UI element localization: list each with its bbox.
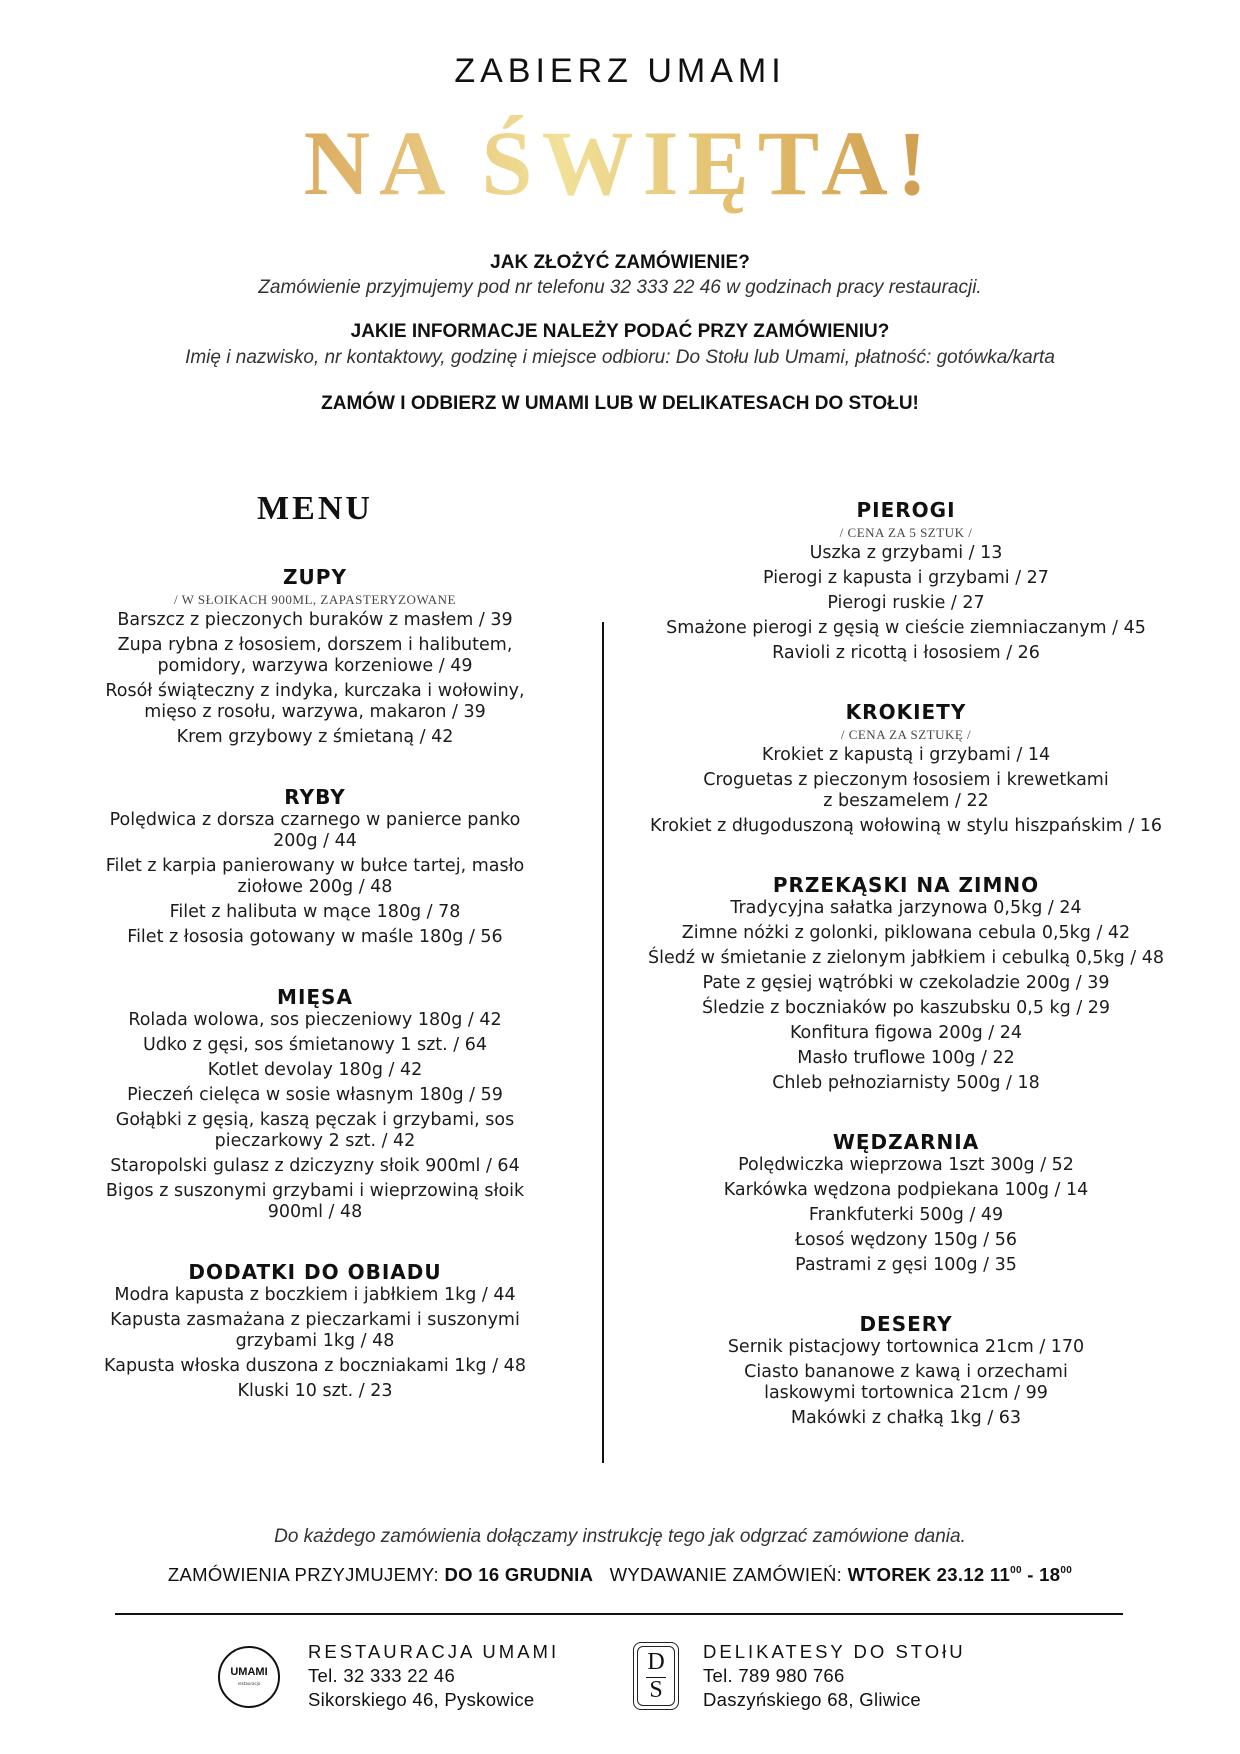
- section-title: RYBY: [284, 785, 346, 809]
- howto-q2: JAKIE INFORMACJE NALEŻY PODAĆ PRZY ZAMÓWIENIU?: [350, 321, 890, 342]
- do-stolu-logo-s: S: [649, 1677, 663, 1703]
- section-title: ZUPY: [283, 565, 347, 589]
- howto-cta-row: [0, 393, 1240, 415]
- pickup-label: WYDAWANIE ZAMÓWIEŃ:: [609, 1564, 843, 1585]
- menu-item: Kotlet devolay 180g / 42: [207, 1060, 423, 1080]
- menu-section: [55, 564, 575, 748]
- menu-left-column: [55, 564, 575, 1406]
- menu-item: Barszcz z pieczonych buraków z masłem / 39: [117, 610, 513, 630]
- howto-q1: JAK ZŁOŻYĆ ZAMÓWIENIE?: [490, 252, 750, 273]
- howto-answer-2-row: [0, 347, 1240, 369]
- menu-item: Ravioli z ricottą i łososiem / 26: [772, 643, 1040, 663]
- menu-item: Makówki z chałką 1kg / 63: [790, 1408, 1022, 1428]
- section-title: WĘDZARNIA: [832, 1130, 980, 1154]
- pickup-date: WTOREK 23.12 11: [847, 1564, 1011, 1585]
- venue-do-stolu-address: Daszyńskiego 68, Gliwice: [703, 1689, 921, 1710]
- menu-section: [646, 1129, 1166, 1276]
- menu-item: Karkówka wędzona podpiekana 100g / 14: [723, 1180, 1089, 1200]
- menu-section: [646, 1311, 1166, 1429]
- column-divider: [602, 622, 604, 1463]
- menu-item: Krokiet z długoduszoną wołowiną w stylu hiszpańskim / 16: [649, 816, 1163, 836]
- menu-item: Filet z łososia gotowany w maśle 180g / 56: [127, 927, 503, 947]
- menu-section: [646, 699, 1166, 837]
- menu-title: MENU: [257, 490, 373, 527]
- pickup-separator: - 18: [1021, 1564, 1061, 1585]
- section-title: KROKIETY: [845, 700, 967, 724]
- menu-item: Masło truflowe 100g / 22: [797, 1048, 1015, 1068]
- menu-item: Konfitura figowa 200g / 24: [789, 1023, 1023, 1043]
- pickup-value: [848, 1564, 1073, 1585]
- orders-value: DO 16 GRUDNIA: [444, 1564, 594, 1585]
- umami-logo: [218, 1646, 280, 1708]
- section-title: DESERY: [859, 1312, 953, 1336]
- menu-item: Kapusta włoska duszona z boczniakami 1kg / 48: [104, 1356, 526, 1376]
- section-title: DODATKI DO OBIADU: [188, 1260, 442, 1284]
- howto-a1: Zamówienie przyjmujemy pod nr telefonu 32 333 22 46 w godzinach pracy restauracji.: [258, 277, 982, 298]
- howto-a2: Imię i nazwisko, nr kontaktowy, godzinę i miejsce odbioru: Do Stołu lub Umami, płatność: gotówka/karta: [185, 347, 1055, 368]
- venue-umami-phone: Tel. 32 333 22 46: [308, 1665, 456, 1686]
- menu-item: Rolada wolowa, sos pieczeniowy 180g / 42: [128, 1010, 502, 1030]
- menu-item: Sernik pistacjowy tortownica 21cm / 170: [727, 1337, 1085, 1357]
- menu-section: [55, 1259, 575, 1402]
- howto-question-2: [0, 321, 1240, 343]
- menu-item: Pieczeń cielęca w sosie własnym 180g / 59: [127, 1085, 503, 1105]
- menu-item: Pierogi z kapusta i grzybami / 27: [763, 568, 1049, 588]
- menu-item: Zupa rybna z łososiem, dorszem i halibutem, pomidory, warzywa korzeniowe / 49: [117, 635, 513, 676]
- pickup-to-minutes: 00: [1060, 1565, 1073, 1576]
- menu-item: Zimne nóżki z golonki, piklowana cebula 0,5kg / 42: [681, 923, 1131, 943]
- section-title: MIĘSA: [277, 985, 353, 1009]
- venue-umami: [308, 1640, 559, 1712]
- menu-section: [55, 984, 575, 1223]
- menu-item: Śledzie z boczniaków po kaszubsku 0,5 kg / 29: [701, 998, 1111, 1018]
- footer-dates: [0, 1564, 1240, 1586]
- menu-item: Krokiet z kapustą i grzybami / 14: [761, 745, 1051, 765]
- section-subtitle: / CENA ZA 5 SZTUK /: [839, 525, 973, 540]
- menu-section: [646, 497, 1166, 664]
- howto-answer-1-row: [0, 277, 1240, 299]
- menu-item: Udko z gęsi, sos śmietanowy 1 szt. / 64: [142, 1035, 488, 1055]
- venue-umami-address: Sikorskiego 46, Pyskowice: [308, 1689, 535, 1710]
- howto-question-1: [0, 252, 1240, 274]
- menu-item: Modra kapusta z boczkiem i jabłkiem 1kg / 44: [114, 1285, 516, 1305]
- venue-do-stolu-name: DELIKATESY DO STOłU: [703, 1641, 966, 1662]
- section-subtitle: / CENA ZA SZTUKĘ /: [840, 727, 972, 742]
- venue-umami-name: RESTAURACJA UMAMI: [308, 1641, 560, 1662]
- header-kicker: ZABIERZ UMAMI: [454, 52, 786, 90]
- menu-item: Polędwiczka wieprzowa 1szt 300g / 52: [738, 1155, 1074, 1175]
- menu-item: Croguetas z pieczonym łososiem i krewetkami z beszamelem / 22: [703, 770, 1109, 811]
- umami-logo-text: UMAMI: [230, 1666, 268, 1678]
- venue-do-stolu: [703, 1640, 966, 1712]
- menu-item: Rosół świąteczny z indyka, kurczaka i wołowiny, mięso z rosołu, warzywa, makaron / 39: [105, 681, 525, 722]
- umami-logo-subtext: restauracja: [237, 1681, 261, 1686]
- menu-item: Staropolski gulasz z dziczyzny słoik 900ml / 64: [110, 1156, 520, 1176]
- menu-item: Pastrami z gęsi 100g / 35: [795, 1255, 1017, 1275]
- menu-item: Łosoś wędzony 150g / 56: [795, 1230, 1017, 1250]
- menu-item: Ciasto bananowe z kawą i orzechami laskowymi tortownica 21cm / 99: [744, 1362, 1068, 1403]
- menu-item: Krem grzybowy z śmietaną / 42: [176, 727, 454, 747]
- menu-item: Filet z halibuta w mące 180g / 78: [169, 902, 461, 922]
- section-title: PIEROGI: [856, 498, 956, 522]
- header-title: NA ŚWIĘTA!: [0, 108, 1240, 218]
- footer-rule: [115, 1613, 1123, 1615]
- footer-note: Do każdego zamówienia dołączamy instrukcję tego jak odgrzać zamówione dania.: [274, 1526, 966, 1547]
- menu-right-column: [646, 497, 1166, 1433]
- menu-item: Polędwica z dorsza czarnego w panierce panko 200g / 44: [109, 810, 521, 851]
- menu-item: Śledź w śmietanie z zielonym jabłkiem i cebulką 0,5kg / 48: [647, 948, 1165, 968]
- do-stolu-logo: [633, 1642, 679, 1710]
- orders-label: ZAMÓWIENIA PRZYJMUJEMY:: [167, 1564, 439, 1585]
- howto-cta: ZAMÓW I ODBIERZ W UMAMI LUB W DELIKATESACH DO STOŁU!: [321, 393, 919, 414]
- menu-item: Frankfuterki 500g / 49: [808, 1205, 1004, 1225]
- pickup-from-minutes: 00: [1010, 1565, 1022, 1576]
- menu-item: Pierogi ruskie / 27: [827, 593, 985, 613]
- menu-item: Uszka z grzybami / 13: [809, 543, 1003, 563]
- menu-item: Chleb pełnoziarnisty 500g / 18: [772, 1073, 1040, 1093]
- venue-do-stolu-phone: Tel. 789 980 766: [703, 1665, 845, 1686]
- menu-section: [646, 872, 1166, 1094]
- menu-item: Bigos z suszonymi grzybami i wieprzowiną słoik 900ml / 48: [105, 1181, 525, 1222]
- section-title: PRZEKĄSKI NA ZIMNO: [772, 873, 1040, 897]
- section-subtitle: / W SŁOIKACH 900ML, ZAPASTERYZOWANE: [174, 592, 456, 607]
- menu-item: Gołąbki z gęsią, kaszą pęczak i grzybami, sos pieczarkowy 2 szt. / 42: [115, 1110, 515, 1151]
- menu-item: Pate z gęsiej wątróbki w czekoladzie 200g / 39: [702, 973, 1110, 993]
- menu-item: Smażone pierogi z gęsią w cieście ziemniaczanym / 45: [666, 618, 1146, 638]
- do-stolu-logo-d: D: [647, 1649, 665, 1675]
- menu-section: [55, 784, 575, 948]
- menu-item: Filet z karpia panierowany w bułce tartej, masło ziołowe 200g / 48: [105, 856, 525, 897]
- menu-item: Kluski 10 szt. / 23: [237, 1381, 393, 1401]
- menu-item: Tradycyjna sałatka jarzynowa 0,5kg / 24: [730, 898, 1082, 918]
- menu-item: Kapusta zasmażana z pieczarkami i suszonymi grzybami 1kg / 48: [110, 1310, 520, 1351]
